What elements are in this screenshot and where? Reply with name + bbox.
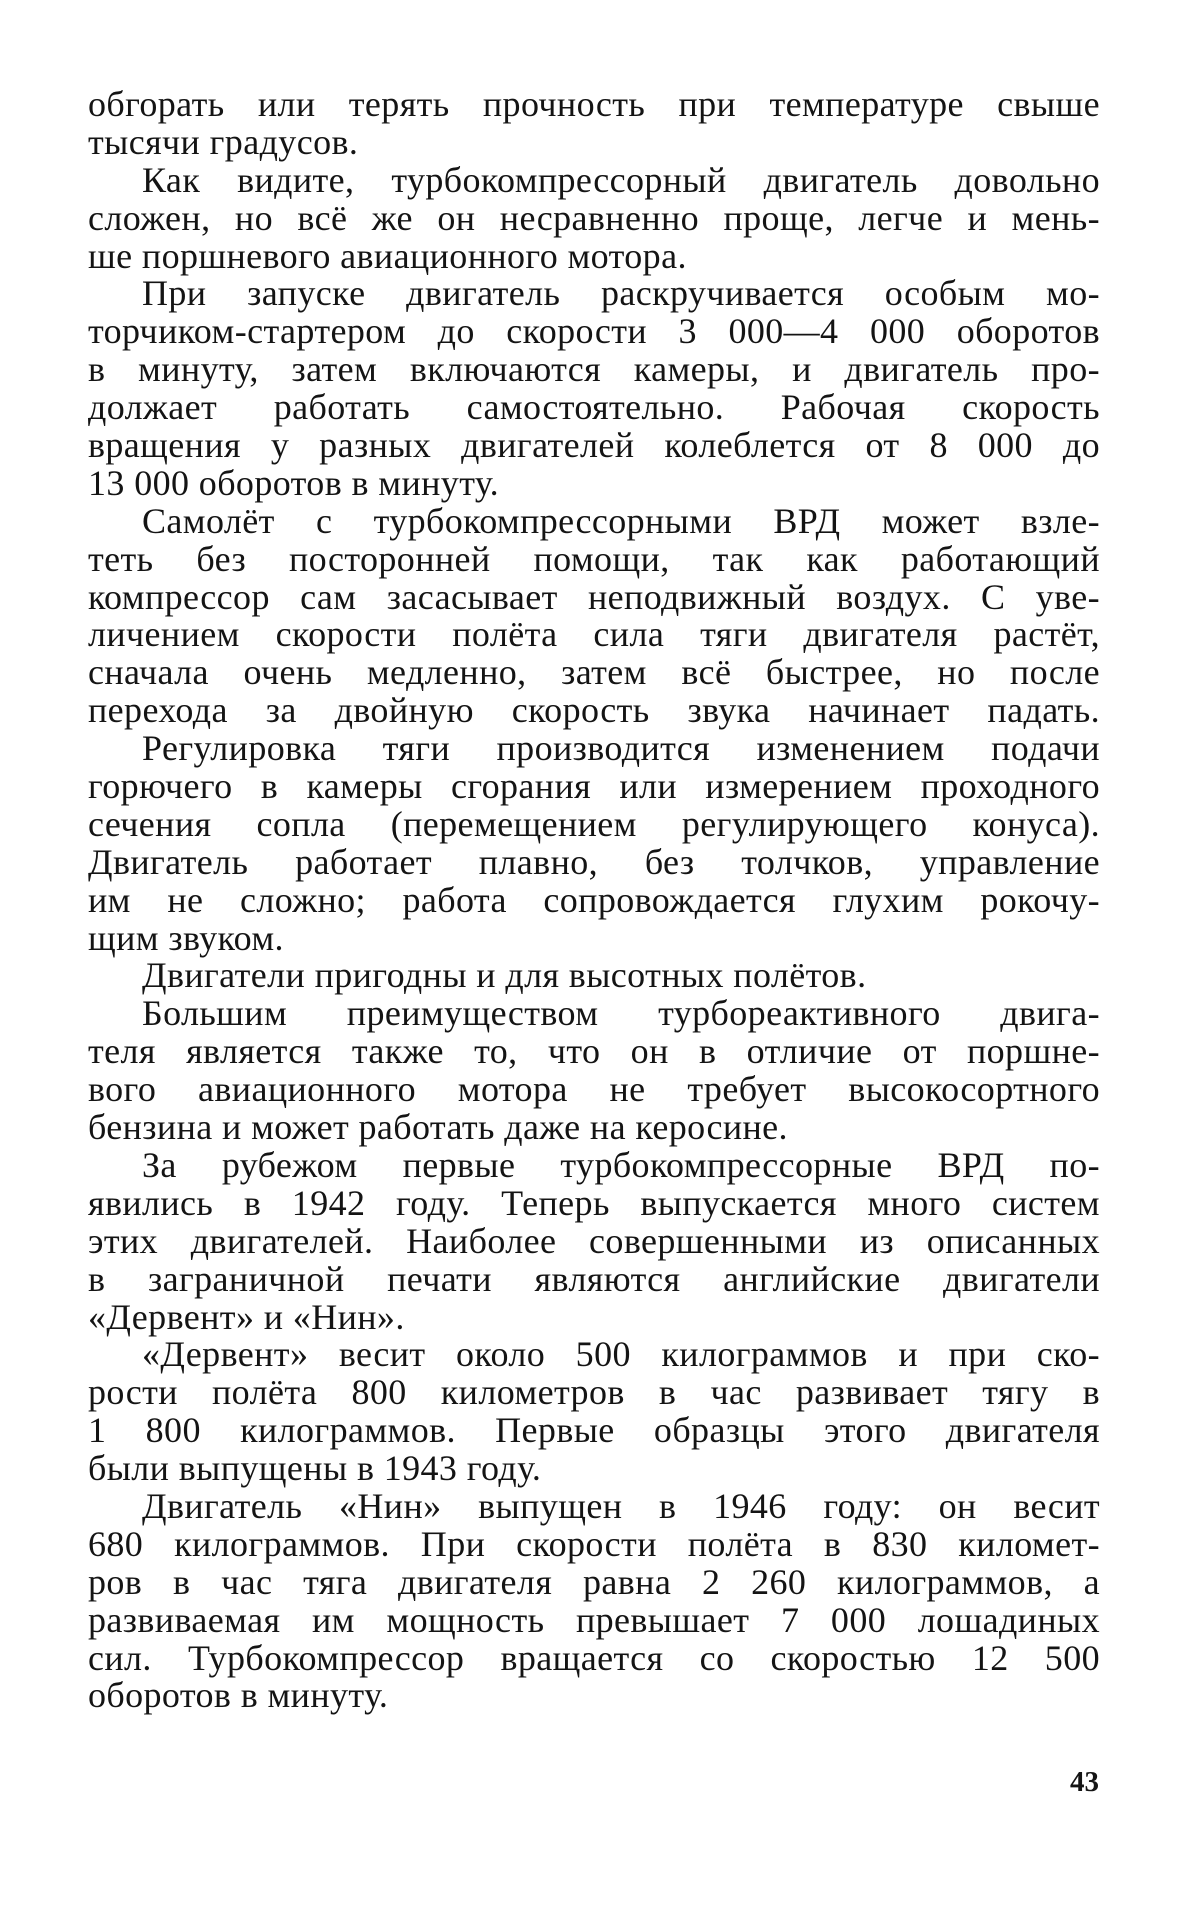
text-line: в заграничной печати являются английские двигатели — [88, 1258, 1100, 1299]
text-line: торчиком-стартером до скорости 3 000—4 000 оборотов — [88, 311, 1100, 352]
text-line: При запуске двигатель раскручивается особым мо- — [142, 273, 1100, 314]
text-line: сложен, но всё же он несравненно проще, легче и мень- — [88, 197, 1100, 238]
text-line: им не сложно; работа сопровождается глухим рокочу- — [88, 879, 1100, 920]
text-line: перехода за двойную скорость звука начинает падать. — [88, 690, 1100, 731]
text-line: «Дервент» весит около 500 килограммов и при ско- — [142, 1334, 1100, 1375]
text-line: явились в 1942 году. Теперь выпускается много систем — [88, 1182, 1100, 1223]
text-line: ров в час тяга двигателя равна 2 260 килограммов, а — [88, 1561, 1100, 1602]
text-line: сначала очень медленно, затем всё быстрее, но после — [88, 652, 1100, 693]
text-line: Двигатель «Нин» выпущен в 1946 году: он весит — [142, 1485, 1100, 1526]
text-line: рости полёта 800 километров в час развивает тягу в — [88, 1372, 1100, 1413]
text-line: бензина и может работать даже на керосине. — [88, 1107, 788, 1148]
text-line: 680 килограммов. При скорости полёта в 830 километ- — [88, 1523, 1100, 1564]
text-line: Двигатель работает плавно, без толчков, управление — [88, 841, 1100, 882]
text-line: Как видите, турбокомпрессорный двигатель довольно — [142, 159, 1100, 200]
text-line: личением скорости полёта сила тяги двигателя растёт, — [88, 614, 1100, 655]
text-line: вращения у разных двигателей колеблется от 8 000 до — [88, 425, 1100, 466]
text-line: 1 800 килограммов. Первые образцы этого двигателя — [88, 1410, 1100, 1451]
text-line: были выпущены в 1943 году. — [88, 1448, 542, 1489]
text-line: должает работать самостоятельно. Рабочая скорость — [88, 387, 1100, 428]
text-line: обгорать или терять прочность при температуре свыше — [88, 84, 1100, 124]
text-line: вого авиационного мотора не требует высокосортного — [88, 1069, 1100, 1110]
text-line: оборотов в минуту. — [88, 1675, 389, 1716]
page-number: 43 — [1070, 1766, 1099, 1798]
text-line: 13 000 оборотов в минуту. — [88, 462, 500, 503]
text-line: За рубежом первые турбокомпрессорные ВРД по- — [142, 1144, 1100, 1185]
page-body — [88, 86, 1100, 1715]
text-line: сил. Турбокомпрессор вращается со скоростью 12 500 — [88, 1637, 1100, 1678]
text-line: тысячи градусов. — [88, 121, 359, 162]
text-line: развиваемая им мощность превышает 7 000 лошадиных — [88, 1599, 1100, 1640]
text-line: теть без посторонней помощи, так как работающий — [88, 538, 1100, 579]
text-line: щим звуком. — [88, 917, 284, 958]
text-line: «Дервент» и «Нин». — [88, 1296, 405, 1337]
text-line: в минуту, затем включаются камеры, и двигатель про- — [88, 349, 1100, 390]
text-line: Большим преимуществом турбореактивного двига- — [142, 993, 1100, 1034]
text-line: этих двигателей. Наиболее совершенными из описанных — [88, 1220, 1100, 1261]
text-line: ше поршневого авиационного мотора. — [88, 235, 687, 276]
text-line: горючего в камеры сгорания или измерением проходного — [88, 766, 1100, 807]
text-line: сечения сопла (перемещением регулирующего конуса). — [88, 803, 1100, 844]
text-line: Самолёт с турбокомпрессорными ВРД может взле- — [142, 500, 1100, 541]
text-line: Двигатели пригодны и для высотных полётов. — [142, 955, 867, 996]
text-line: компрессор сам засасывает неподвижный воздух. С уве- — [88, 576, 1100, 617]
text-line: Регулировка тяги производится изменением подачи — [142, 728, 1100, 769]
text-line: теля является также то, что он в отличие от поршне- — [88, 1031, 1100, 1072]
